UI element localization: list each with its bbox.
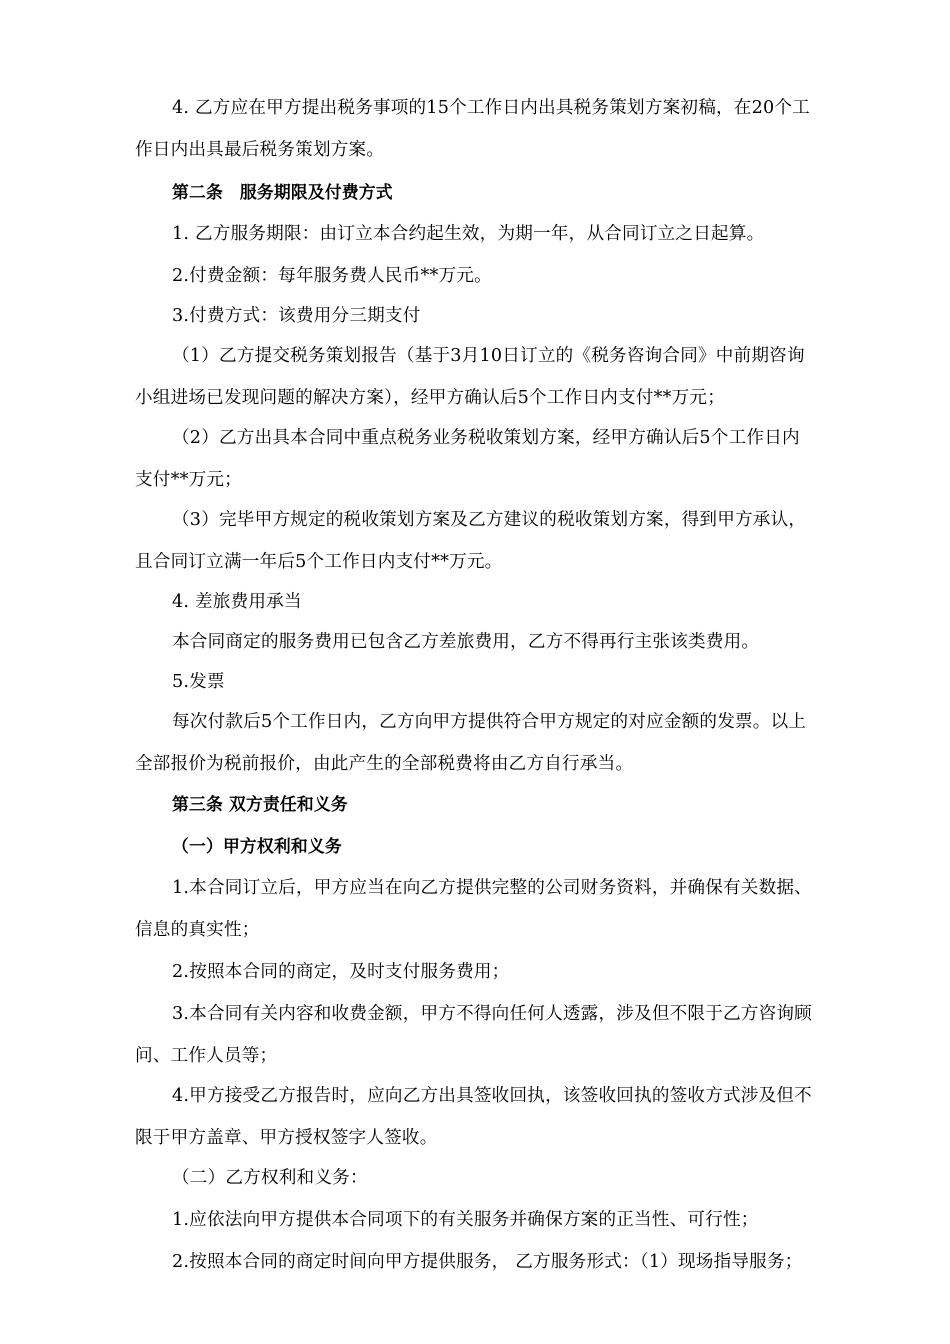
paragraph-line: 限于甲方盖章、甲方授权签字人签收。 xyxy=(135,1128,438,1148)
paragraph-line: 3.付费方式：该费用分三期支付 xyxy=(172,306,421,326)
section-heading: 第二条 服务期限及付费方式 xyxy=(172,182,393,202)
paragraph-line: 作日内出具最后税务策划方案。 xyxy=(135,140,385,160)
paragraph-line: 4. 差旅费用承当 xyxy=(172,592,302,612)
paragraph-line: （2）乙方出具本合同中重点税务业务税收策划方案，经甲方确认后5个工作日内 xyxy=(172,428,800,448)
section-heading: （一）甲方权利和义务 xyxy=(172,836,342,856)
paragraph-line: 本合同商定的服务费用已包含乙方差旅费用，乙方不得再行主张该类费用。 xyxy=(172,632,760,652)
paragraph-line: 1. 乙方服务期限：由订立本合约起生效，为期一年，从合同订立之日起算。 xyxy=(172,224,765,244)
paragraph-line: 2.按照本合同的商定时间向甲方提供服务， 乙方服务形式：（1）现场指导服务； xyxy=(172,1252,803,1272)
paragraph-line: （二）乙方权利和义务： xyxy=(172,1168,368,1188)
paragraph-line: （1）乙方提交税务策划报告（基于3月10日订立的《税务咨询合同》中前期咨询 xyxy=(172,346,805,366)
paragraph-line: 4.甲方接受乙方报告时，应向乙方出具签收回执，该签收回执的签收方式涉及但不 xyxy=(172,1086,812,1106)
paragraph-line: 1.应依法向甲方提供本合同项下的有关服务并确保方案的正当性、可行性； xyxy=(172,1210,759,1230)
paragraph-line: 支付**万元； xyxy=(135,470,242,490)
paragraph-line: （3）完毕甲方规定的税收策划方案及乙方建议的税收策划方案，得到甲方承认， xyxy=(172,510,807,530)
paragraph-line: 且合同订立满一年后5个工作日内支付**万元。 xyxy=(135,552,503,572)
paragraph-line: 1.本合同订立后，甲方应当在向乙方提供完整的公司财务资料，并确保有关数据、 xyxy=(172,878,812,898)
paragraph-line: 4. 乙方应在甲方提出税务事项的15个工作日内出具税务策划方案初稿，在20个工 xyxy=(172,98,810,118)
paragraph-line: 小组进场已发现问题的解决方案），经甲方确认后5个工作日内支付**万元； xyxy=(135,388,725,408)
paragraph-line: 2.按照本合同的商定，及时支付服务费用； xyxy=(172,962,510,982)
paragraph-line: 3.本合同有关内容和收费金额，甲方不得向任何人透露，涉及但不限于乙方咨询顾 xyxy=(172,1004,812,1024)
paragraph-line: 5.发票 xyxy=(172,672,225,692)
paragraph-line: 信息的真实性； xyxy=(135,920,260,940)
paragraph-line: 每次付款后5个工作日内，乙方向甲方提供符合甲方规定的对应金额的发票。以上 xyxy=(172,712,807,732)
paragraph-line: 全部报价为税前报价，由此产生的全部税费将由乙方自行承当。 xyxy=(135,754,634,774)
section-heading: 第三条 双方责任和义务 xyxy=(172,794,348,814)
paragraph-line: 问、工作人员等； xyxy=(135,1046,278,1066)
paragraph-line: 2.付费金额：每年服务费人民币**万元。 xyxy=(172,266,492,286)
